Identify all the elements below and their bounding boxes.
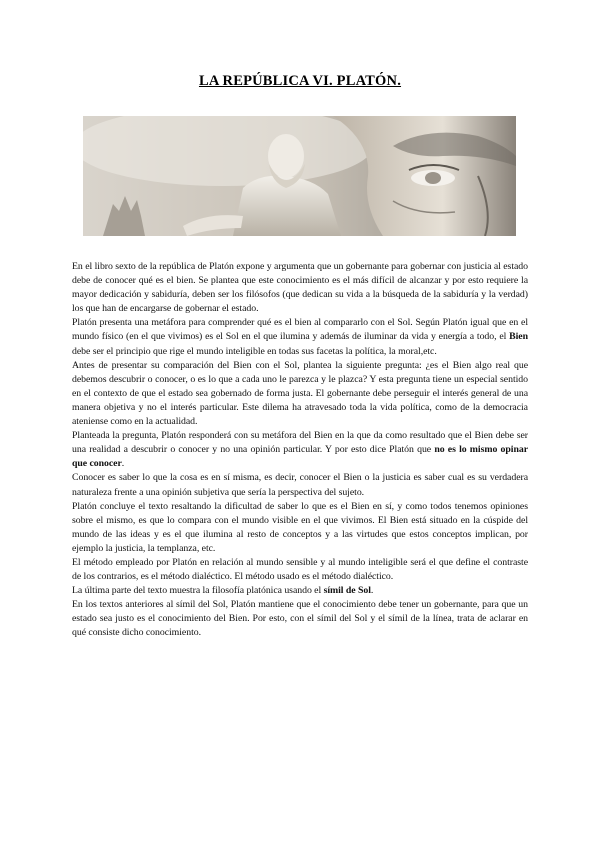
paragraph-text: Platón concluye el texto resaltando la dificultad de saber lo que es el Bien en sí, y como todos tenemos opiniones sobre el mismo, es que lo compara con el mundo visible en el que vivimos. El Bien está situado en la cúspide del mundo de las ideas y es el que ilumina al resto de conceptos y a las virtudes que estos conceptos implican, por ejemplo la justicia, la templanza, etc. bbox=[72, 500, 528, 554]
document-body bbox=[72, 260, 528, 641]
document-title: LA REPÚBLICA VI. PLATÓN. bbox=[198, 73, 402, 89]
paragraph-text: . bbox=[370, 585, 374, 597]
paragraph-text: En el libro sexto de la república de Platón expone y argumenta que un gobernante para gobernar con justicia al estado debe de conocer qué es el bien. Se plantea que este conocimiento es el más difícil de alcanzar y por esto requiere la mayor dedicación y sabiduría, deben ser los filósofos (que dedican su vida a la búsqueda de la sabiduría y la verdad) los que han de encargarse de gobernar el estado. bbox=[72, 261, 528, 315]
body-paragraph bbox=[72, 260, 528, 316]
bold-text: símil de Sol bbox=[323, 585, 371, 597]
paragraph-text: En los textos anteriores al símil del Sol, Platón mantiene que el conocimiento debe tener un gobernante, para que un estado sea justo es el conocimiento del Bien. Por esto, con el símil del Sol y el símil de la línea, trata de aclarar en qué consiste dicho conocimiento. bbox=[72, 599, 528, 639]
body-paragraph bbox=[72, 429, 528, 471]
bold-text: Bien bbox=[509, 331, 528, 343]
body-paragraph bbox=[72, 598, 528, 640]
body-paragraph bbox=[72, 471, 528, 499]
paragraph-text: El método empleado por Platón en relación al mundo sensible y al mundo inteligible será el que define el contraste de los contrarios, es el método dialéctico. El método usado es el método dialéctico. bbox=[72, 556, 528, 583]
paragraph-text: La última parte del texto muestra la filosofía platónica usando el bbox=[72, 585, 324, 597]
paragraph-text: Platón presenta una metáfora para comprender qué es el bien al compararlo con el Sol. Según Platón igual que en el mundo físico (en el que vivimos) es el Sol en el que ilumina y además de iluminar da vida y energía a todo, el bbox=[72, 317, 528, 343]
paragraph-text: Antes de presentar su comparación del Bien con el Sol, plantea la siguiente pregunta: ¿es el Bien algo real que debemos descubrir o conocer, o es lo que a cada uno le parezca y le plazca? Y esta pregunta tiene un especial sentido en el contexto de que el estado sea gobernado de forma justa. El gobernante debe perseguir el interés general de una manera objetiva y no el interés particular. Este dilema ha atravesado toda la vida política, como de la democracia ateniense como en la actualidad. bbox=[72, 359, 528, 428]
body-paragraph bbox=[72, 556, 528, 584]
paragraph-text: Conocer es saber lo que la cosa es en sí misma, es decir, conocer el Bien o la justicia es saber cual es su verdadera naturaleza frente a una opinión subjetiva que sería la perspectiva del sujeto. bbox=[72, 472, 528, 498]
paragraph-text: debe ser el principio que rige el mundo inteligible en todas sus facetas la política, la moral,etc. bbox=[72, 345, 437, 357]
body-paragraph bbox=[72, 359, 528, 429]
bold-text: no es lo mismo opinar que conocer bbox=[72, 444, 528, 470]
paragraph-text: . bbox=[121, 458, 125, 470]
paragraph-text: Planteada la pregunta, Platón responderá con su metáfora del Bien en la que da como resultado que el Bien debe ser una realidad a descubrir o conocer y no una opinión particular. Y por esto dice Platón que bbox=[72, 430, 528, 456]
body-paragraph bbox=[72, 500, 528, 556]
body-paragraph bbox=[72, 316, 528, 358]
plato-bust-illustration bbox=[83, 116, 516, 236]
body-paragraph bbox=[72, 584, 528, 598]
